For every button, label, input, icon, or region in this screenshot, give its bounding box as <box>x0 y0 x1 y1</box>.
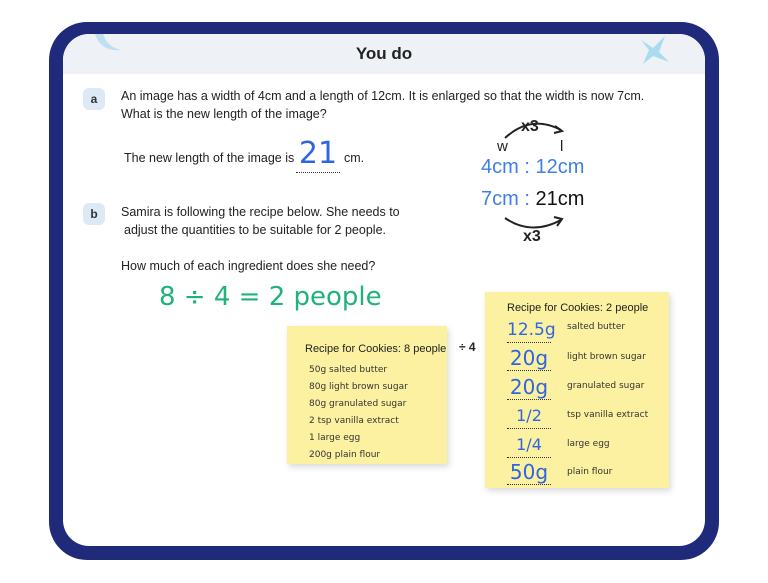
question-a-line2: What is the new length of the image? <box>121 107 327 121</box>
recipe-2-amount: 20g <box>507 375 551 400</box>
label-length: l <box>560 138 564 155</box>
question-b-line1: Samira is following the recipe below. She needs to <box>121 205 400 219</box>
recipe-2-title: Recipe for Cookies: 2 people <box>507 302 649 314</box>
question-a-line1: An image has a width of 4cm and a length of 12cm. It is enlarged so that the width is now 7cm. <box>121 89 645 103</box>
decor-star-icon <box>635 34 675 66</box>
title-bar <box>63 34 705 74</box>
recipe-2-label: tsp vanilla extract <box>567 410 649 420</box>
question-b-line2: adjust the quantities to be suitable for 2 people. <box>124 223 386 237</box>
question-a-badge: a <box>83 88 105 110</box>
recipe-2-label: salted butter <box>567 322 626 332</box>
ratio-enlarged-width: 7cm : <box>481 188 536 210</box>
recipe-2-note <box>485 292 669 488</box>
bottom-multiplier: x3 <box>523 228 541 245</box>
recipe-8-title: Recipe for Cookies: 8 people <box>305 343 447 355</box>
divide-label: ÷ 4 <box>459 340 476 354</box>
question-b-line3: How much of each ingredient does she need? <box>121 259 376 273</box>
recipe-2-label: plain flour <box>567 467 613 477</box>
recipe-2-amount: 1/4 <box>507 433 551 458</box>
ratio-original: 4cm : 12cm <box>481 156 585 178</box>
ratio-enlarged <box>481 188 584 211</box>
top-arrow-icon <box>501 118 567 140</box>
recipe-8-item: 50g salted butter <box>309 365 388 375</box>
recipe-2-amount: 12.5g <box>507 318 551 343</box>
slide-page <box>63 34 705 546</box>
recipe-8-note <box>287 326 447 464</box>
answer-prefix: The new length of the image is <box>124 151 295 165</box>
recipe-8-item: 80g light brown sugar <box>309 382 408 392</box>
recipe-2-label: large egg <box>567 439 610 449</box>
answer-value: 21 <box>296 136 340 173</box>
recipe-8-item: 2 tsp vanilla extract <box>309 416 399 426</box>
recipe-8-item: 200g plain flour <box>309 450 381 460</box>
slide-frame <box>49 22 719 560</box>
recipe-2-label: granulated sugar <box>567 381 645 391</box>
recipe-8-item: 80g granulated sugar <box>309 399 407 409</box>
handwritten-equation: 8 ÷ 4 = 2 people <box>159 282 382 312</box>
recipe-2-amount: 20g <box>507 346 551 371</box>
ratio-enlarged-length: 21cm <box>535 188 585 210</box>
top-multiplier: x3 <box>521 118 539 135</box>
decor-crescent-icon <box>91 34 131 54</box>
answer-unit: cm. <box>344 151 365 165</box>
page-title: You do <box>355 44 413 63</box>
recipe-2-label: light brown sugar <box>567 352 646 362</box>
recipe-2-amount: 1/2 <box>507 404 551 429</box>
recipe-2-amount: 50g <box>507 460 551 485</box>
recipe-8-item: 1 large egg <box>309 433 361 443</box>
label-width: w <box>497 138 508 155</box>
question-b-badge: b <box>83 203 105 225</box>
